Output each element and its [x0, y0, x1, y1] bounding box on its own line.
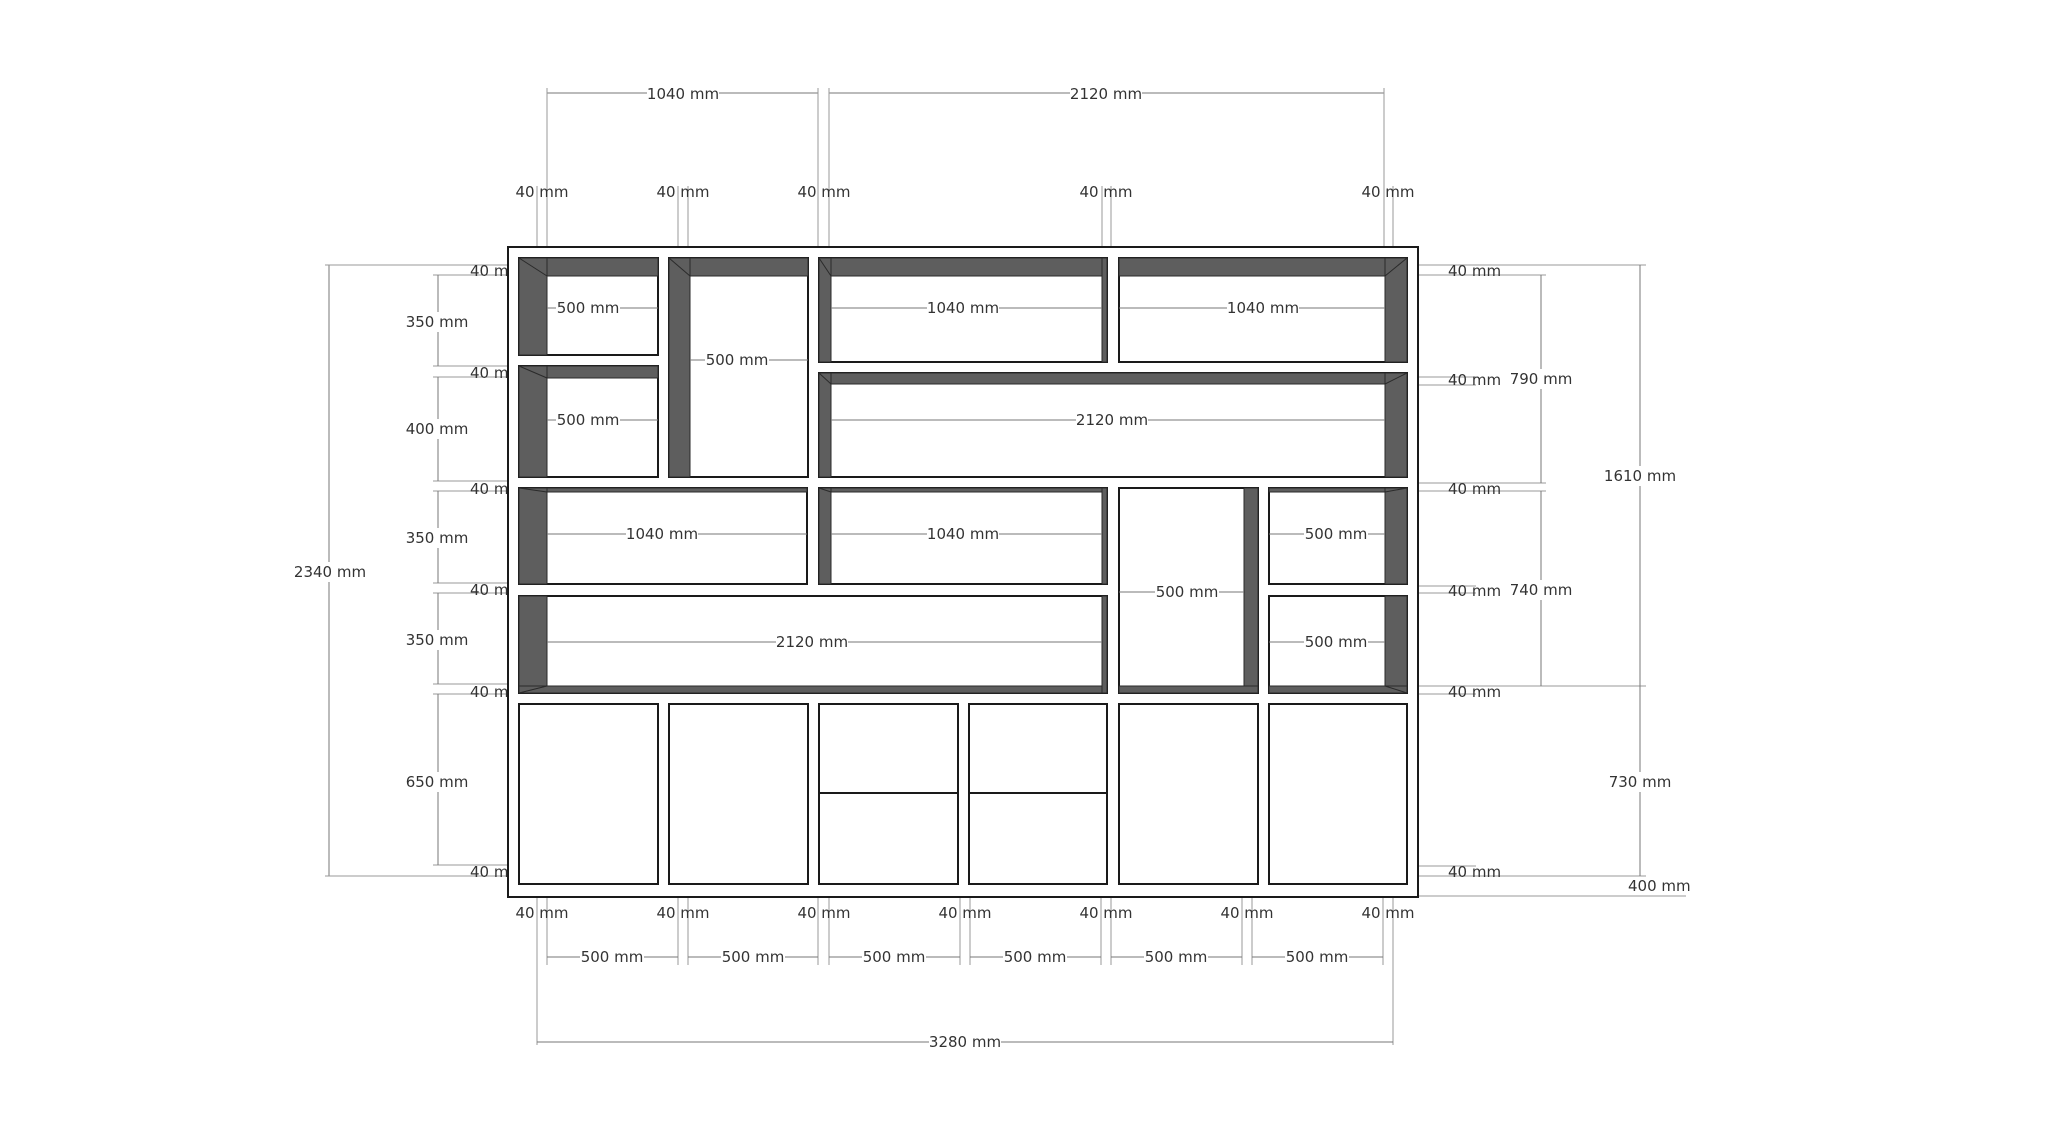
right-height-label: 790 mm	[1509, 370, 1573, 388]
bottom-gap-label: 40 mm	[656, 904, 710, 922]
compartment-label: 500 mm	[1155, 583, 1219, 601]
total-width-label: 3280 mm	[928, 1033, 1002, 1051]
top-gap-label: 40 mm	[515, 183, 569, 201]
left-height-label: 350 mm	[405, 631, 469, 649]
door	[1119, 704, 1258, 884]
bottom-gap-label: 40 mm	[1361, 904, 1415, 922]
bottom-gap-label: 40 mm	[515, 904, 569, 922]
shade-right	[1385, 596, 1407, 693]
right-gap-label: 40 mm	[1448, 683, 1502, 701]
shade-top	[819, 488, 1107, 492]
bottom-gap-label: 40 mm	[1079, 904, 1133, 922]
top-gap-label: 40 mm	[656, 183, 710, 201]
top-gap-label: 40 mm	[797, 183, 851, 201]
right-gap-label: 40 mm	[1448, 262, 1502, 280]
shade-left	[819, 373, 831, 477]
bottom-width-label: 500 mm	[580, 948, 644, 966]
top-dimensions	[515, 84, 1414, 246]
shade-left	[519, 596, 547, 693]
left-gap-label: 40 m	[470, 581, 509, 599]
bottom-gap-label: 40 mm	[797, 904, 851, 922]
left-gap-label: 40 m	[470, 683, 509, 701]
shade-left	[669, 258, 690, 477]
compartment-label: 2120 mm	[1075, 411, 1149, 429]
top-width-label: 2120 mm	[1069, 85, 1143, 103]
total-height-label: 2340 mm	[293, 563, 367, 581]
shade-top	[519, 488, 807, 492]
shade-top	[819, 373, 1407, 384]
door	[669, 704, 808, 884]
left-gap-label: 40 m	[470, 863, 509, 881]
right-height-label: 740 mm	[1509, 581, 1573, 599]
compartment-label: 1040 mm	[1226, 299, 1300, 317]
bottom-width-label: 500 mm	[1144, 948, 1208, 966]
compartment-label: 500 mm	[705, 351, 769, 369]
depth-label: 400 mm	[1628, 877, 1691, 895]
bottom-gap-label: 40 mm	[1220, 904, 1274, 922]
compartment-label: 500 mm	[556, 299, 620, 317]
shade-right	[1244, 488, 1258, 693]
shade-bottom	[1269, 686, 1407, 693]
left-gap-label: 40 m	[470, 480, 509, 498]
bottom-width-label: 500 mm	[1003, 948, 1067, 966]
left-height-label: 350 mm	[405, 313, 469, 331]
shade-right	[1102, 258, 1107, 362]
top-gap-label: 40 mm	[1361, 183, 1415, 201]
shade-top	[1119, 258, 1407, 276]
compartment-label: 500 mm	[1304, 525, 1368, 543]
shade-right	[1385, 373, 1407, 477]
right-section-label: 1610 mm	[1603, 467, 1677, 485]
left-dimensions	[294, 262, 509, 881]
compartment-label: 500 mm	[1304, 633, 1368, 651]
left-height-label: 350 mm	[405, 529, 469, 547]
left-height-label: 650 mm	[405, 773, 469, 791]
right-section-label: 730 mm	[1608, 773, 1672, 791]
shade-left	[519, 366, 547, 477]
shade-bottom	[1119, 686, 1258, 693]
bottom-width-label: 500 mm	[1285, 948, 1349, 966]
right-gap-label: 40 mm	[1448, 863, 1502, 881]
upper-shelving	[519, 258, 1407, 693]
compartment-label: 1040 mm	[926, 525, 1000, 543]
compartment-label: 2120 mm	[775, 633, 849, 651]
compartment-label: 1040 mm	[625, 525, 699, 543]
bottom-width-label: 500 mm	[721, 948, 785, 966]
right-gap-label: 40 mm	[1448, 371, 1502, 389]
compartment-label: 1040 mm	[926, 299, 1000, 317]
shade-right	[1102, 596, 1107, 693]
door	[519, 704, 658, 884]
left-gap-label: 40 m	[470, 262, 509, 280]
shade-left	[519, 258, 547, 355]
left-gap-label: 40 m	[470, 364, 509, 382]
left-height-label: 400 mm	[405, 420, 469, 438]
door	[1269, 704, 1407, 884]
bottom-dimensions	[515, 898, 1414, 1052]
shade-top	[819, 258, 1107, 276]
bottom-gap-label: 40 mm	[938, 904, 992, 922]
shade-left	[819, 488, 831, 584]
shade-right	[1385, 488, 1407, 584]
shade-left	[519, 488, 547, 584]
right-gap-label: 40 mm	[1448, 582, 1502, 600]
bottom-width-label: 500 mm	[862, 948, 926, 966]
right-gap-label: 40 mm	[1448, 480, 1502, 498]
right-dimensions	[1419, 262, 1691, 896]
compartment-label: 500 mm	[556, 411, 620, 429]
top-gap-label: 40 mm	[1079, 183, 1133, 201]
top-width-label: 1040 mm	[646, 85, 720, 103]
shade-right	[1102, 488, 1107, 584]
shade-bottom	[519, 686, 1107, 693]
